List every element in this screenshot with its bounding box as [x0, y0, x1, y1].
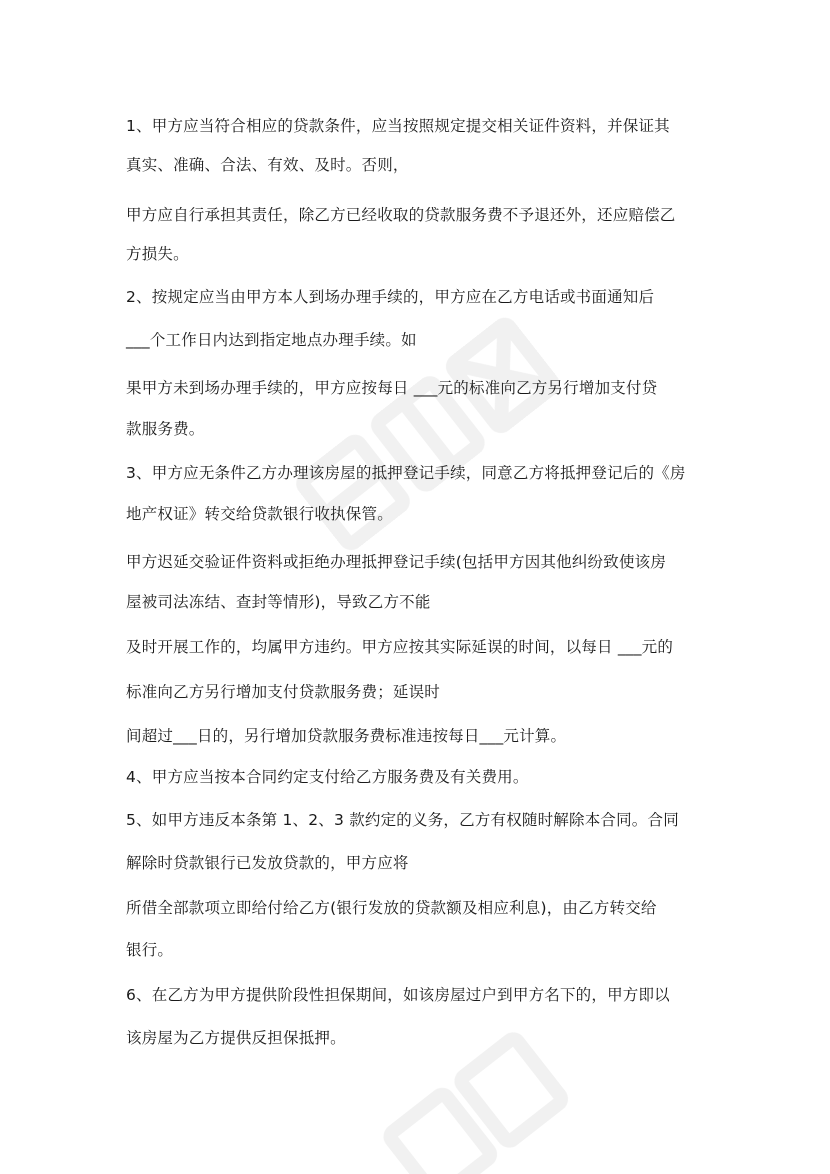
text-line: 款服务费。	[126, 420, 205, 438]
text-line: 地产权证》转交给贷款银行收执保管。	[126, 505, 393, 523]
text-line: 甲方迟延交验证件资料或拒绝办理抵押登记手续(包括甲方因其他纠纷致使该房	[126, 553, 667, 571]
text-line: 甲方应自行承担其责任，除乙方已经收取的贷款服务费不予退还外，还应赔偿乙	[126, 206, 676, 224]
text-line: 屋被司法冻结、查封等情形)，导致乙方不能	[126, 593, 431, 611]
text-line: 5、如甲方违反本条第 1、2、3 款约定的义务，乙方有权随时解除本合同。合同	[126, 811, 679, 829]
text-line: 及时开展工作的，均属甲方违约。甲方应按其实际延误的时间，以每日 ___元的	[126, 638, 674, 656]
text-line: 2、按规定应当由甲方本人到场办理手续的，甲方应在乙方电话或书面通知后	[126, 288, 655, 306]
text-line: 6、在乙方为甲方提供阶段性担保期间，如该房屋过户到甲方名下的，甲方即以	[126, 986, 670, 1004]
text-line: 所借全部款项立即给付给乙方(银行发放的贷款额及相应利息)，由乙方转交给	[126, 899, 657, 917]
text-line: 果甲方未到场办理手续的，甲方应按每日 ___元的标准向乙方另行增加支付贷	[126, 379, 658, 397]
text-line: 间超过___日的，另行增加贷款服务费标准违按每日___元计算。	[126, 727, 567, 745]
text-line: 4、甲方应当按本合同约定支付给乙方服务费及有关费用。	[126, 768, 529, 786]
text-line: ___个工作日内达到指定地点办理手续。如	[126, 331, 417, 349]
text-line: 真实、准确、合法、有效、及时。否则，	[126, 156, 409, 174]
text-line: 该房屋为乙方提供反担保抵押。	[126, 1029, 346, 1047]
text-line: 1、甲方应当符合相应的贷款条件，应当按照规定提交相关证件资料，并保证其	[126, 117, 670, 135]
text-line: 方损失。	[126, 245, 189, 263]
text-line: 标准向乙方另行增加支付贷款服务费；延误时	[126, 683, 441, 701]
text-line: 银行。	[126, 941, 174, 959]
text-line: 3、甲方应无条件乙方办理该房屋的抵押登记手续，同意乙方将抵押登记后的《房	[126, 464, 686, 482]
text-line: 解除时贷款银行已发放贷款的，甲方应将	[126, 854, 409, 872]
